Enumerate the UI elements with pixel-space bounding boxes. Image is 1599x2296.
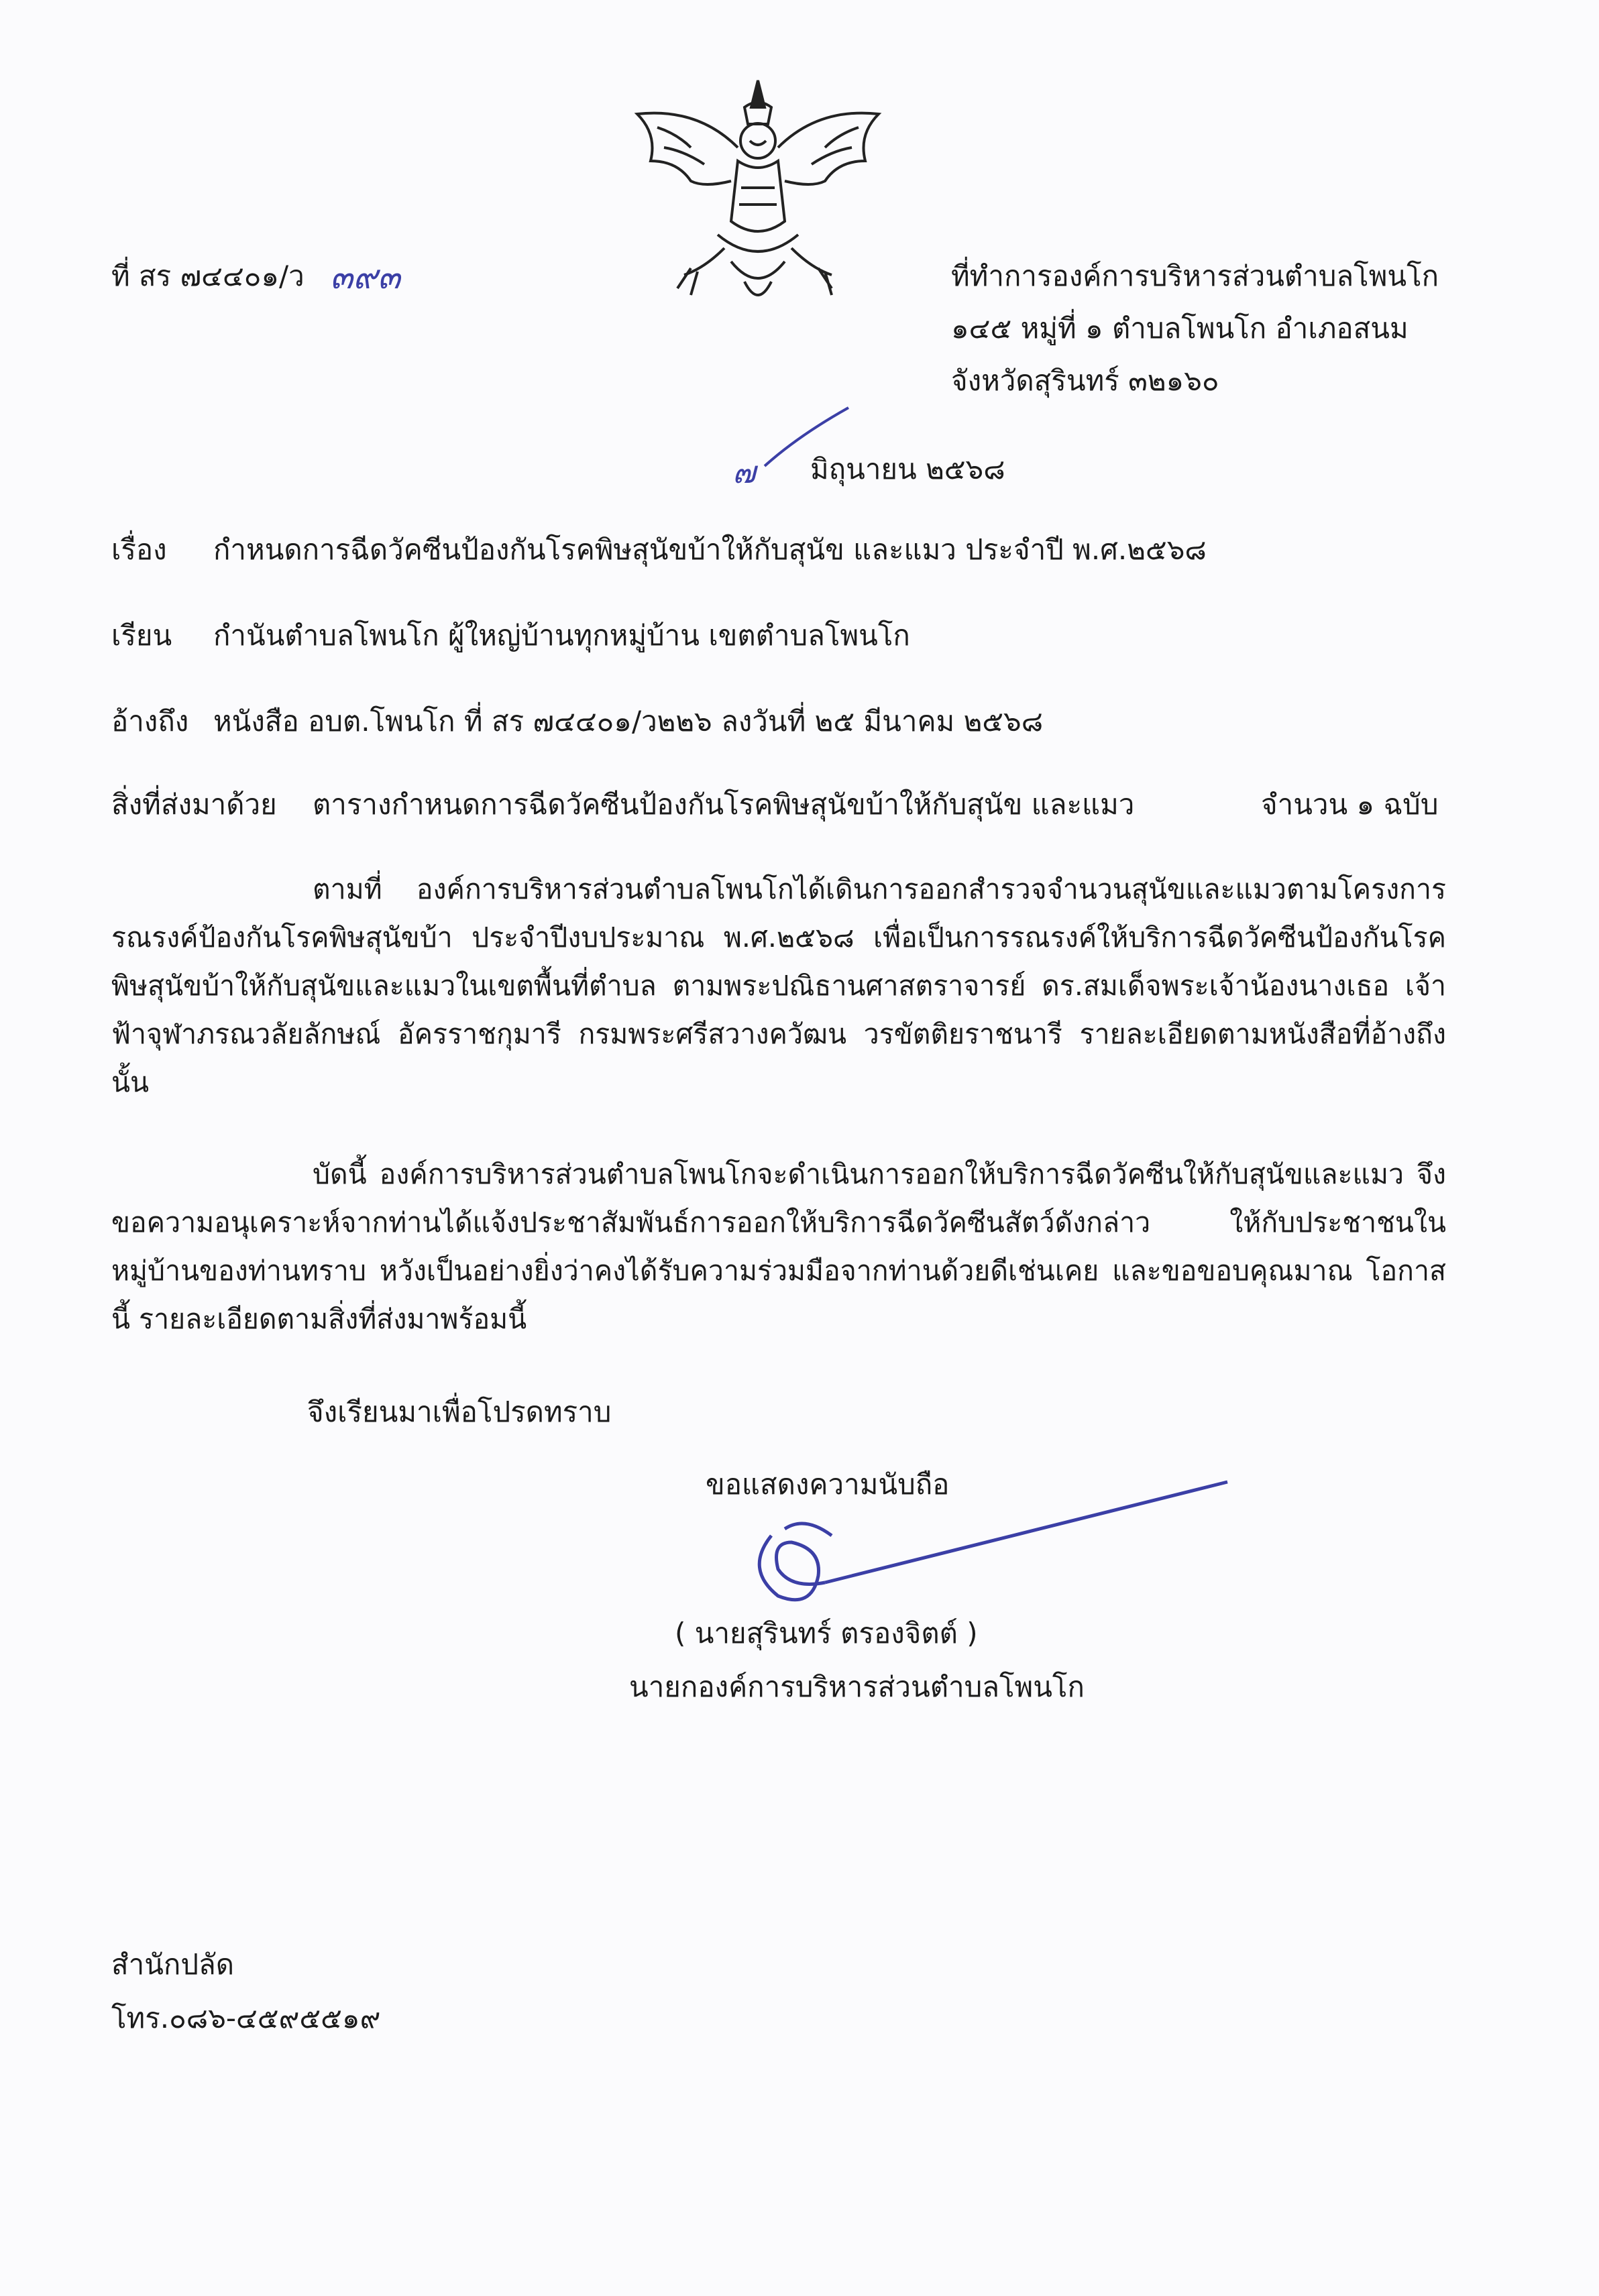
signatory-name: ( นายสุรินทร์ ตรองจิตต์ ) — [675, 1617, 978, 1650]
garuda-emblem-icon — [617, 67, 899, 315]
footer-department: สำนักปลัด — [111, 1948, 235, 1981]
enclosure-label: สิ่งที่ส่งมาด้วย — [111, 788, 277, 821]
body-paragraph-1-text: ตามที่ องค์การบริหารส่วนตำบลโพนโกได้เดินการออกสำรวจจำนวนสุนัขและแมวตามโครงการรณรงค์ป้องกันโรคพิษสุนัขบ้า ประจำปีงบประมาณ พ.ศ.๒๕๖๘ เพื่อเป็นการรณรงค์ให้บริการฉีดวัคซีนป้องกันโรคพิษสุนัขบ้าให้กับสุนัขและแมวในเขตพื้นที่ตำบล ตามพระปณิธานศาสตราจารย์ ดร.สมเด็จพระเจ้าน้องนางเธอ เจ้าฟ้าจุฬาภรณวลัยลักษณ์ อัครราชกุมารี กรมพระศรีสวางควัฒน วรขัตติยราชนารี รายละเอียดตามหนังสือที่อ้างถึง นั้น — [111, 873, 1446, 1098]
reference-label: อ้างถึง — [111, 705, 189, 738]
handwritten-signature — [731, 1462, 1254, 1616]
body-paragraph-2-text: บัดนี้ องค์การบริหารส่วนตำบลโพนโกจะดำเนินการออกให้บริการฉีดวัคซีนให้กับสุนัขและแมว จึงขอความอนุเคราะห์จากท่านได้แจ้งประชาสัมพันธ์การออกให้บริการฉีดวัคซีนสัตว์ดังกล่าว ให้กับประชาชนในหมู่บ้านของท่านทราบ หวังเป็นอย่างยิ่งว่าคงได้รับความร่วมมือจากท่านด้วยดีเช่นเคย และขอขอบคุณมาณ โอกาสนี้ รายละเอียดตามสิ่งที่ส่งมาพร้อมนี้ — [111, 1158, 1446, 1335]
reference-text: หนังสือ อบต.โพนโก ที่ สร ๗๔๔๐๑/ว๒๒๖ ลงวันที่ ๒๕ มีนาคม ๒๕๖๘ — [213, 705, 1044, 738]
addressee-text: กำนันตำบลโพนโก ผู้ใหญ่บ้านทุกหมู่บ้าน เขตตำบลโพนโก — [213, 619, 910, 652]
enclosure-text: ตารางกำหนดการฉีดวัคซีนป้องกันโรคพิษสุนัขบ้าให้กับสุนัข และแมว — [313, 788, 1135, 821]
enclosure-quantity: จำนวน ๑ ฉบับ — [1261, 788, 1439, 821]
signatory-position: นายกองค์การบริหารส่วนตำบลโพนโก — [629, 1670, 1085, 1703]
footer-phone: โทร.๐๘๖-๔๕๙๕๕๑๙ — [111, 2002, 381, 2034]
addressee-label: เรียน — [111, 619, 172, 652]
body-paragraph-1 — [111, 865, 1446, 1106]
handwritten-date-day: ๗ — [732, 454, 756, 490]
office-address-line-2: ๑๔๕ หมู่ที่ ๑ ตำบลโพนโก อำเภอสนม — [951, 312, 1409, 345]
closing-request: จึงเรียนมาเพื่อโปรดทราบ — [307, 1395, 612, 1428]
salutation: ขอแสดงความนับถือ — [706, 1468, 950, 1501]
body-paragraph-2 — [111, 1150, 1446, 1343]
date-month-year: มิถุนายน ๒๕๖๘ — [810, 453, 1005, 485]
handwritten-ref-number: ๓๙๓ — [330, 257, 400, 296]
office-address-line-1: ที่ทำการองค์การบริหารส่วนตำบลโพนโก — [951, 260, 1439, 292]
reference-number: ที่ สร ๗๔๔๐๑/ว — [111, 260, 305, 292]
subject-text: กำหนดการฉีดวัคซีนป้องกันโรคพิษสุนัขบ้าให้กับสุนัข และแมว ประจำปี พ.ศ.๒๕๖๘ — [213, 533, 1207, 566]
subject-label: เรื่อง — [111, 533, 167, 566]
office-address-line-3: จังหวัดสุรินทร์ ๓๒๑๖๐ — [951, 364, 1219, 397]
